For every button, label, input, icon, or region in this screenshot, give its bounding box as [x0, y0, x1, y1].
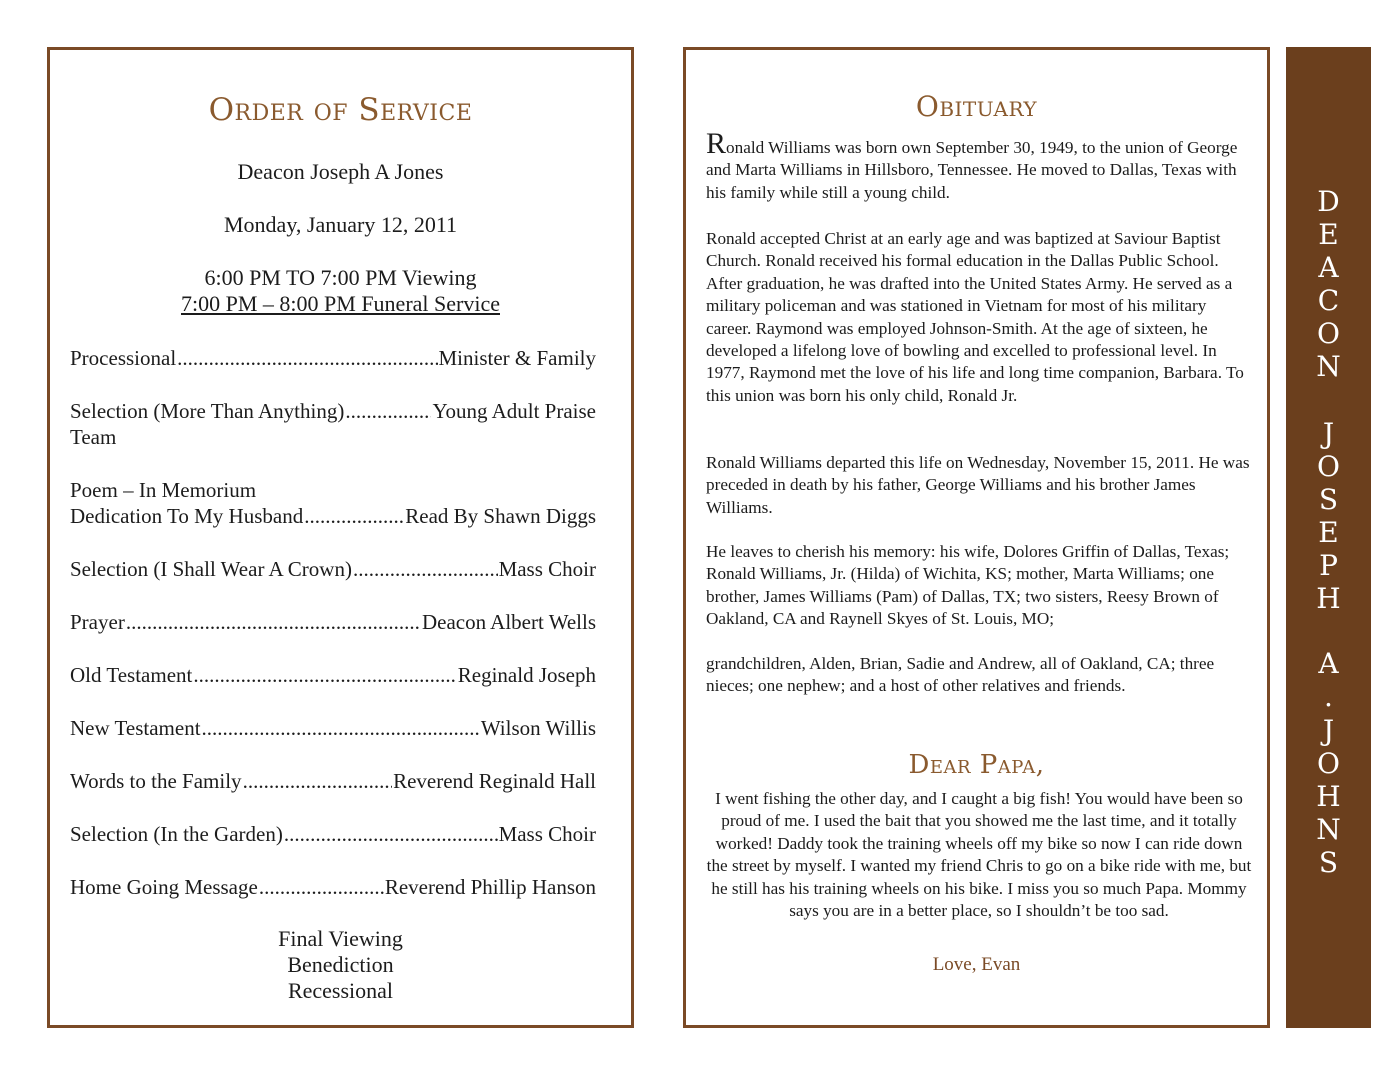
banner-letter: P [1319, 549, 1338, 582]
program-item [70, 715, 596, 741]
program-item-participant: Young Adult Praise [432, 399, 596, 423]
obituary-paragraph-birth [706, 127, 1252, 204]
obituary-paragraph-birth-text: onald Williams was born own September 30, 1949, to the union of George and Marta Williams in Hillsboro, Tennessee. He moved to Dallas, Texas with his family while still a young child. [706, 138, 1238, 202]
banner-word-letters [1286, 647, 1371, 713]
banner-word-deacon [1286, 185, 1371, 383]
order-of-service-panel [47, 47, 634, 1028]
order-of-service-title: Order of Service [208, 92, 473, 128]
banner-word-joseph [1286, 417, 1371, 615]
banner-letter: H [1316, 780, 1341, 813]
program-item-participant: Reverend Reginald Hall [393, 769, 596, 793]
program-item-name: Prayer [70, 610, 125, 634]
program-item [70, 768, 596, 794]
banner-letter: E [1318, 218, 1339, 251]
banner-letter: O [1317, 317, 1340, 350]
closing-benediction: Benediction [287, 952, 394, 977]
banner-letter: C [1317, 284, 1340, 317]
officiant-name: Deacon Joseph A Jones [237, 159, 444, 184]
banner-letter: H [1316, 582, 1341, 615]
program-item [70, 345, 596, 371]
obituary-paragraph-grandchildren: grandchildren, Alden, Brian, Sadie and Andrew, all of Oakland, CA; three nieces; one nephew; and a host of other relatives and friends. [706, 654, 1215, 696]
program-item-name: Home Going Message [70, 875, 258, 899]
program-item-participant: Mass Choir [498, 557, 596, 581]
program-item [70, 477, 596, 529]
letter-signature: Love, Evan [932, 954, 1021, 975]
banner-letter: S [1318, 846, 1339, 879]
closing-recessional: Recessional [287, 978, 394, 1003]
banner-letter: J [1322, 417, 1335, 450]
program-item-name: Selection (More Than Anything) [70, 399, 345, 423]
program-item-participant: Deacon Albert Wells [421, 610, 596, 634]
program-item-name: Dedication To My Husband [70, 504, 304, 528]
program-item [70, 609, 596, 635]
banner-letter: N [1316, 350, 1341, 383]
program-item-name: Selection (I Shall Wear A Crown) [70, 557, 352, 581]
obituary-panel [683, 47, 1270, 1028]
banner-letter: A [1318, 251, 1339, 284]
program-item-participant: Reginald Joseph [457, 663, 596, 687]
program-item-participant: Mass Choir [498, 822, 596, 846]
obituary-dropcap: R [706, 127, 727, 160]
program-item [70, 662, 596, 688]
banner-letter: A [1318, 647, 1339, 680]
program-item-participant: Minister & Family [438, 346, 596, 370]
obituary-paragraph-death: Ronald Williams departed this life on Wednesday, November 15, 2011. He was preceded in death by his father, George Williams and his brother James Williams. [706, 453, 1250, 517]
banner-letter: J [1322, 714, 1335, 747]
program-item [70, 821, 596, 847]
banner-word-johns [1286, 714, 1371, 879]
program-item-name: Words to the Family [70, 769, 242, 793]
obituary-title: Obituary [915, 90, 1038, 123]
letter-body: I went fishing the other day, and I caught a big fish! You would have been so proud of me. I used the bait that you showed me the last time, and it totally worked! Daddy took the training wheels off my bike so now I can ride down the street by myself. I wanted my friend Chris to go on a bike ride with me, but he still has his training wheels on his bike. I miss you so much Papa. Mommy says you are in a better place, so I shouldn’t be too sad. [706, 789, 1252, 921]
banner-word-letters [1286, 185, 1371, 383]
funeral-time: 7:00 PM – 8:00 PM Funeral Service [181, 291, 500, 316]
banner-letter: S [1318, 483, 1339, 516]
banner-letter: D [1317, 185, 1340, 218]
program-item-preface: Poem – In Memorium [70, 478, 257, 502]
program-item-name: Selection (In the Garden) [70, 822, 283, 846]
obituary-paragraph-survivors: He leaves to cherish his memory: his wife, Dolores Griffin of Dallas, Texas; Ronald Williams, Jr. (Hilda) of Wichita, KS; mother, Marta Williams; one brother, James Williams (Pam) of Dallas, TX; two sisters, Reesy Brown of Oakland, CA and Raynell Skyes of St. Louis, MO; [706, 542, 1230, 629]
program-item [70, 874, 596, 900]
letter-title: Dear Papa, [908, 750, 1045, 780]
banner-letter: O [1317, 747, 1340, 780]
viewing-time: 6:00 PM TO 7:00 PM Viewing [204, 265, 477, 290]
program-item-name: Processional [70, 346, 177, 370]
banner-word-letters [1286, 714, 1371, 879]
banner-letter: O [1317, 450, 1340, 483]
program-item-participant: Reverend Phillip Hanson [384, 875, 596, 899]
banner-word-initial [1286, 647, 1371, 713]
banner-word-letters [1286, 417, 1371, 615]
program-item-continued: Team [70, 425, 117, 449]
obituary-paragraph-life: Ronald accepted Christ at an early age and was baptized at Saviour Baptist Church. Ronald received his formal education in the Dallas Public School. After graduation, he was drafted into the United States Army. He served as a military policeman and was stationed in Vietnam for most of his military career. Raymond was employed Johnson-Smith. At the age of sixteen, he developed a lifelong love of bowling and excelled to professional level. In 1977, Raymond met the love of his life and long time companion, Barbara. To this union was born his only child, Ronald Jr. [706, 229, 1244, 405]
program-item [70, 556, 596, 582]
closing-final-viewing: Final Viewing [278, 926, 403, 951]
program-item-name: Old Testament [70, 663, 193, 687]
banner-letter: E [1318, 516, 1339, 549]
program-item [70, 398, 596, 450]
service-date: Monday, January 12, 2011 [224, 212, 457, 237]
program-item-participant: Read By Shawn Diggs [405, 504, 596, 528]
banner-letter: . [1324, 680, 1333, 713]
name-banner [1286, 47, 1371, 1028]
banner-letter: N [1316, 813, 1341, 846]
program-item-name: New Testament [70, 716, 201, 740]
program-item-participant: Wilson Willis [480, 716, 596, 740]
